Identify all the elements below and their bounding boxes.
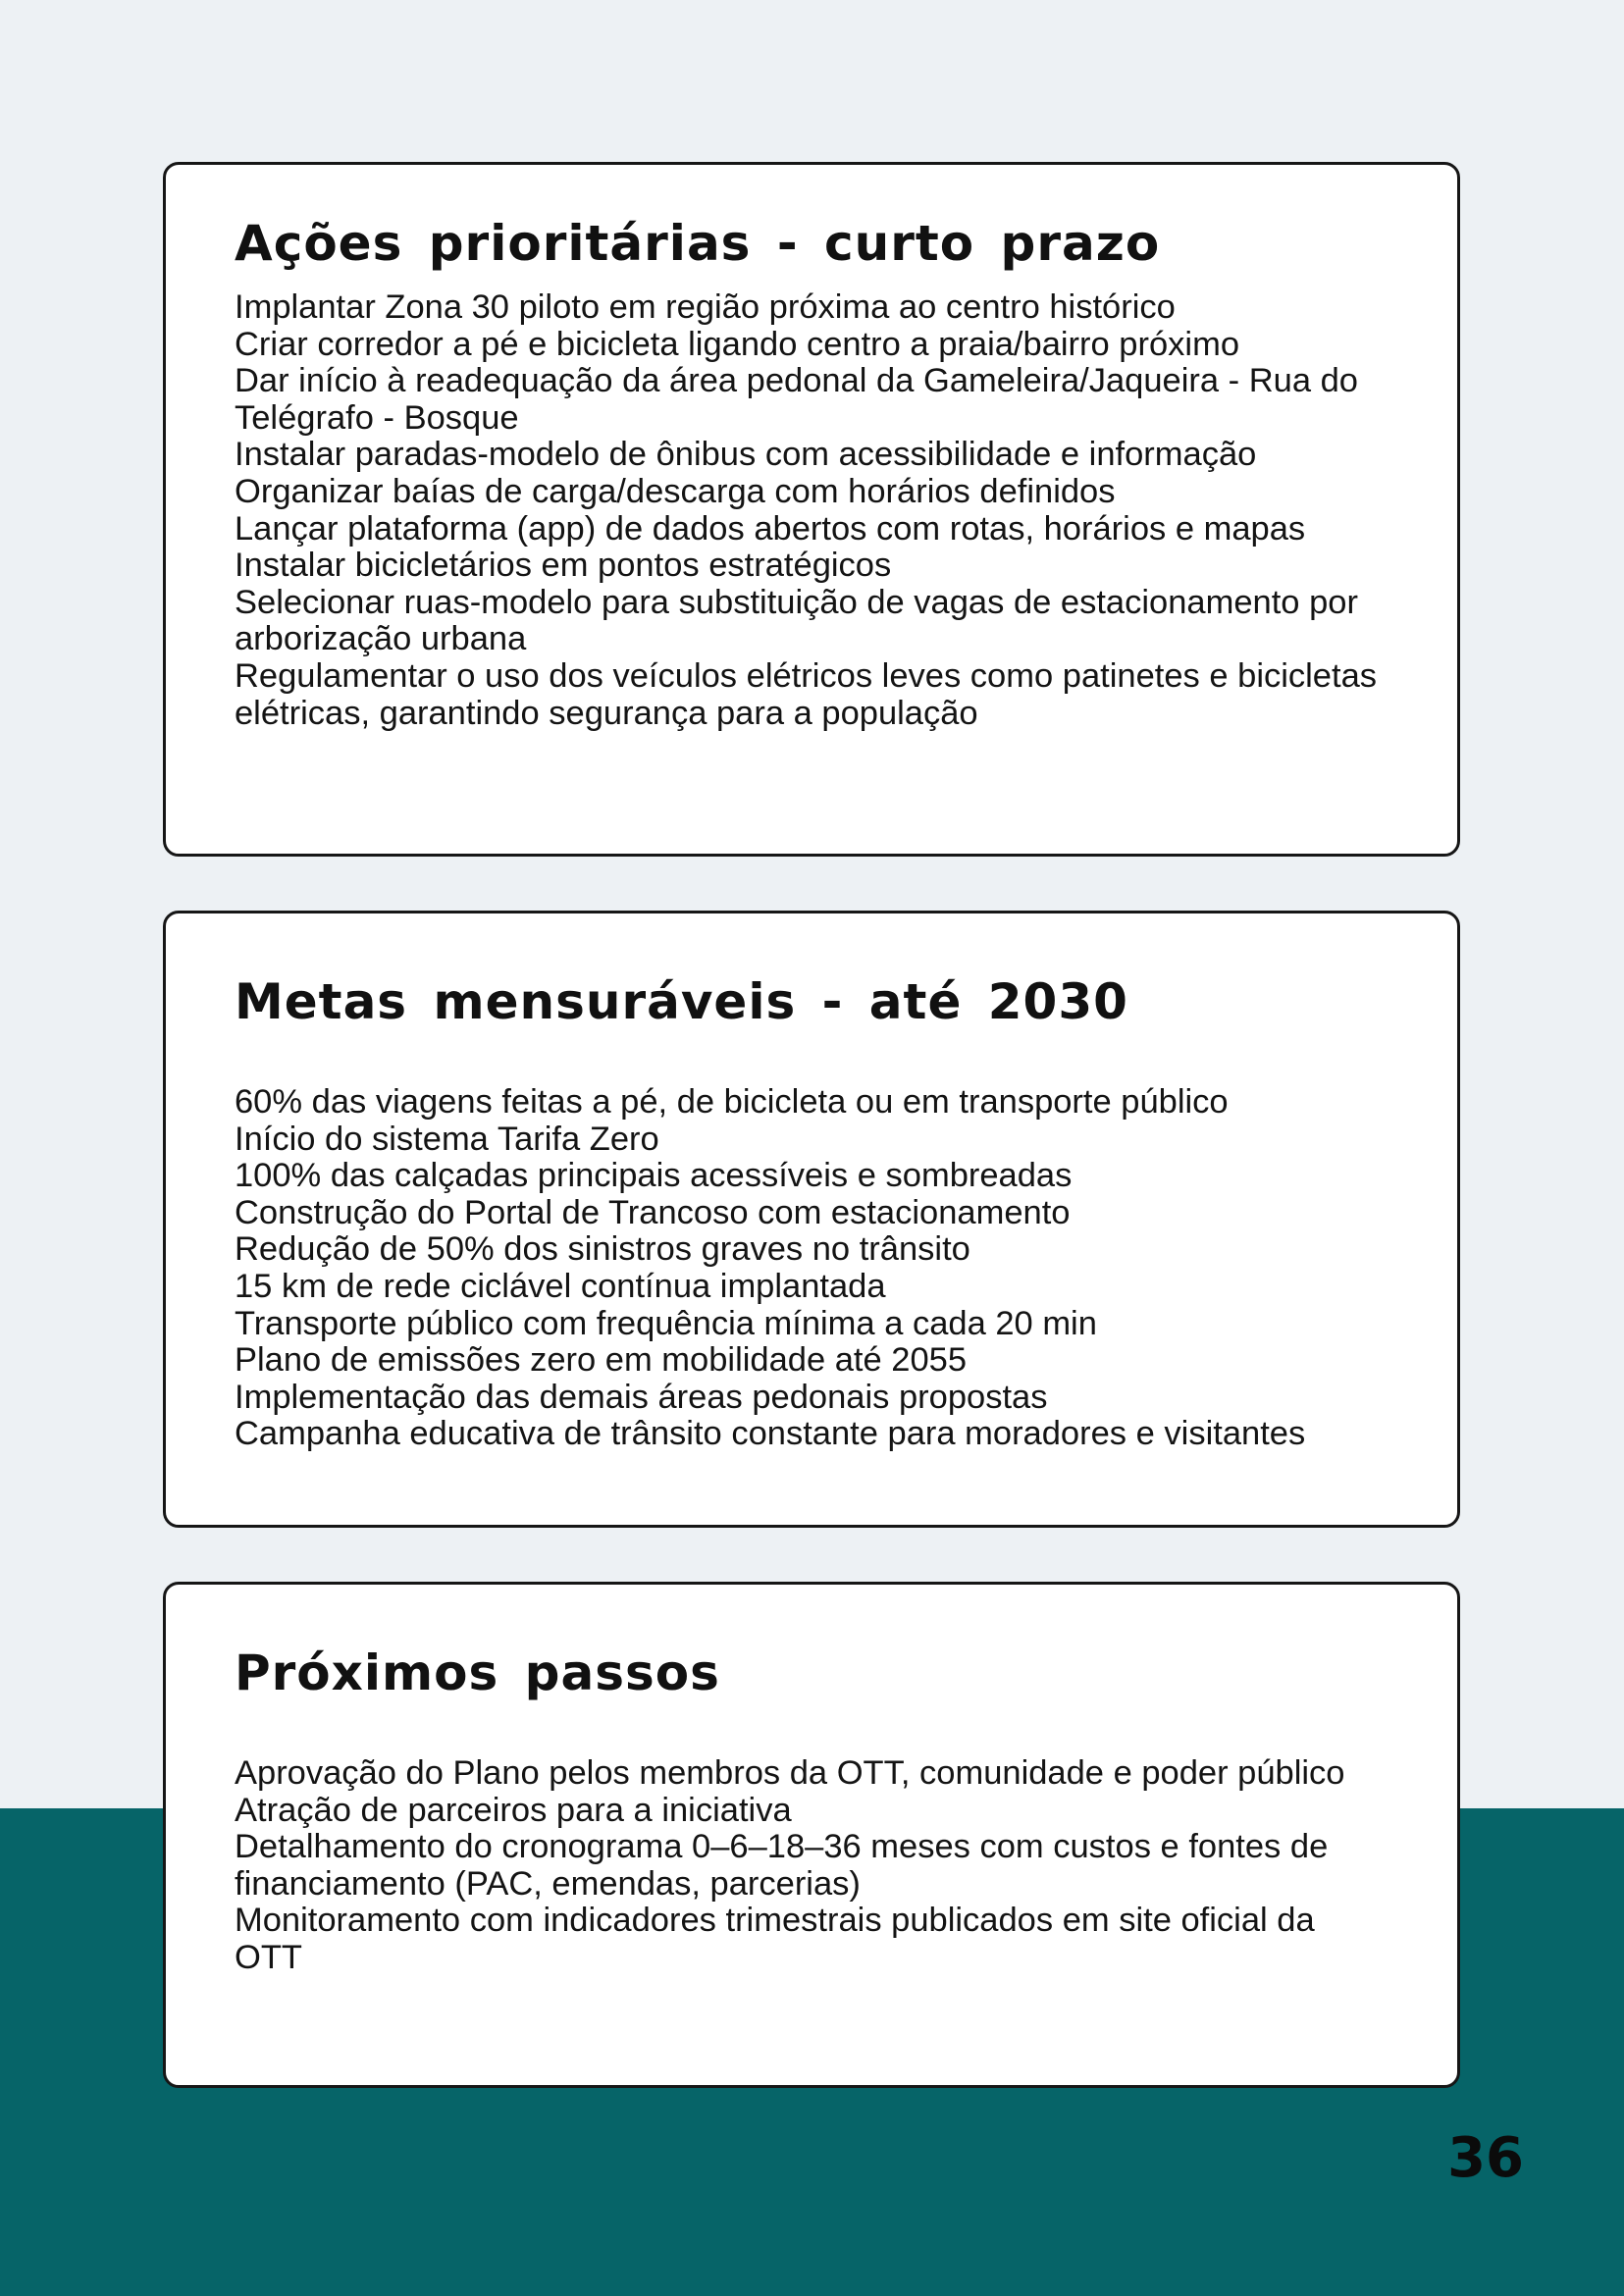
short-term-actions-list [235, 289, 1388, 732]
list-item: Atração de parceiros para a iniciativa [235, 1791, 792, 1829]
list-item: Dar início à readequação da área pedonal da Gameleira/Jaqueira - Rua do Telégrafo - Bosque [235, 362, 1358, 437]
list-item: Implantar Zona 30 piloto em região próxima ao centro histórico [235, 288, 1176, 326]
list-item: Selecionar ruas-modelo para substituição de vagas de estacionamento por arborização urbana [235, 583, 1358, 658]
list-item: Aprovação do Plano pelos membros da OTT, comunidade e poder público [235, 1754, 1345, 1792]
measurable-goals-title: Metas mensuráveis - até 2030 [235, 973, 1128, 1030]
list-item: Instalar paradas-modelo de ônibus com acessibilidade e informação [235, 436, 1257, 474]
list-item: 15 km de rede ciclável contínua implantada [235, 1267, 886, 1305]
next-steps-card [163, 1582, 1460, 2088]
list-item: Monitoramento com indicadores trimestrais publicados em site oficial da OTT [235, 1902, 1315, 1976]
list-item: Implementação das demais áreas pedonais propostas [235, 1378, 1048, 1416]
list-item: Transporte público com frequência mínima a cada 20 min [235, 1304, 1097, 1342]
short-term-actions-card [163, 162, 1460, 857]
list-item: Organizar baías de carga/descarga com horários definidos [235, 472, 1116, 510]
next-steps-title: Próximos passos [235, 1644, 720, 1701]
list-item: Plano de emissões zero em mobilidade até 2055 [235, 1341, 968, 1380]
list-item: Construção do Portal de Trancoso com estacionamento [235, 1193, 1071, 1231]
list-item: Redução de 50% dos sinistros graves no trânsito [235, 1230, 970, 1269]
list-item: Instalar bicicletários em pontos estratégicos [235, 547, 892, 585]
list-item: Regulamentar o uso dos veículos elétricos leves como patinetes e bicicletas elétricas, garantindo segurança para a população [235, 656, 1378, 732]
list-item: Criar corredor a pé e bicicleta ligando centro a praia/bairro próximo [235, 325, 1239, 363]
list-item: Campanha educativa de trânsito constante para moradores e visitantes [235, 1415, 1306, 1453]
list-item: Detalhamento do cronograma 0–6–18–36 meses com custos e fontes de financiamento (PAC, emendas, parcerias) [235, 1828, 1329, 1903]
measurable-goals-card [163, 911, 1460, 1528]
measurable-goals-list [235, 1084, 1388, 1453]
list-item: Lançar plataforma (app) de dados abertos com rotas, horários e mapas [235, 509, 1306, 548]
list-item: Início do sistema Tarifa Zero [235, 1120, 659, 1158]
page-number: 36 [1447, 2126, 1524, 2190]
list-item: 100% das calçadas principais acessíveis e sombreadas [235, 1157, 1073, 1195]
list-item: 60% das viagens feitas a pé, de bicicleta ou em transporte público [235, 1083, 1229, 1121]
next-steps-list [235, 1755, 1388, 1977]
short-term-actions-title: Ações prioritárias - curto prazo [235, 215, 1161, 272]
